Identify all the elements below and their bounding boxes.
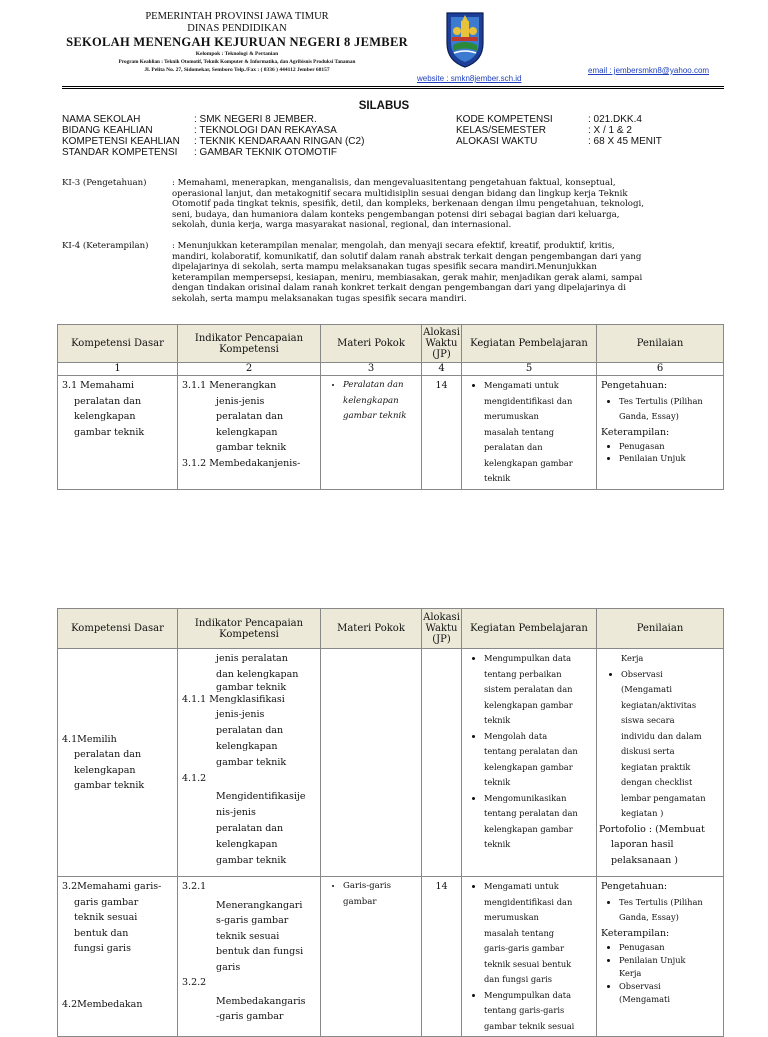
ki4-text [172,241,717,305]
syllabus-table-page1 [57,324,724,490]
info-value: : GAMBAR TEKNIK OTOMOTIF [194,147,337,158]
syllabus-table-page2 [57,608,724,1037]
ipk-line: 4.1.1 Mengklasifikasi [182,693,285,705]
kd-line: peralatan dan [74,749,142,760]
info-row [62,114,364,125]
ipk-line: peralatan dan [216,822,284,834]
kd-line: 3.1 Memahami [62,380,134,391]
jp-value: 14 [435,380,448,391]
kegiatan-line: mengidentifikasi dan [484,896,573,907]
kegiatan-line: • Mengumpulkan data [484,989,572,1000]
kegiatan-line: • Mengumpulkan data [484,653,572,663]
col-header: Indikator Pencapaian Kompetensi [178,325,321,363]
kegiatan-line: merumuskan [484,912,539,922]
materi-line: kelengkapan [343,395,399,406]
kegiatan-line: tentang peralatan dan [484,746,578,756]
col-header: Kegiatan Pembelajaran [462,325,597,363]
materi-line: gambar teknik [343,411,407,421]
ipk-line: 3.2.2 [182,977,207,988]
kegiatan-line: teknik sesuai bentuk [484,958,572,969]
materi-line: • Peralatan dan [343,380,404,390]
info-right [456,114,662,147]
ki3-line: operasional lanjut, dan metakognitif secara multidisiplin sesuai dengan bidang dan lingkup kerja Teknik [172,188,628,199]
kegiatan-line: kelengkapan gambar [484,823,573,834]
penilaian-line: kegiatan praktik [621,761,691,772]
info-row [456,114,662,125]
penilaian-label: Keterampilan: [601,927,670,939]
jp-cell [422,376,462,490]
penilaian-line: siswa secara [621,715,675,725]
col-header: Penilaian [597,325,724,363]
ipk-line: dan kelengkapan [216,668,299,680]
header-program: Program Keahlian : Teknik Otomotif, Teknik Komputer & Informatika, dan Agribisnis Produksi Tanaman [118,59,356,65]
materi-cell [321,649,422,877]
penilaian-line: Ganda, Essay) [619,411,679,421]
kegiatan-line: kelengkapan gambar [484,761,573,772]
kd-line: 4.1Memilih [62,733,117,745]
materi-item [343,378,417,425]
ipk-line: jenis peralatan [216,653,288,664]
kegiatan-cell [462,649,597,877]
header-school: SEKOLAH MENENGAH KEJURUAN NEGERI 8 JEMBER [66,35,408,49]
kegiatan-line: kelengkapan gambar [484,699,573,710]
col-header: Materi Pokok [321,609,422,649]
info-label: STANDAR KOMPETENSI [62,147,178,158]
table-number-row [58,363,724,376]
penilaian-line: (Mengamati [621,684,673,694]
penilaian-item [619,954,719,980]
ipk-line: 3.2.1 [182,881,207,892]
kd-line: 3.2Memahami garis- [62,881,162,892]
kd-line: gambar teknik [74,426,145,438]
kd-line: kelengkapan [74,411,136,422]
info-value: : TEKNOLOGI DAN REKAYASA [194,125,337,136]
col-header: Penilaian [597,609,724,649]
kegiatan-line: teknik [484,777,511,787]
penilaian-line: • Tes Tertulis (Pilihan [619,896,703,907]
ipk-line: jenis-jenis [216,709,265,721]
penilaian-item [619,394,719,425]
penilaian-line: • Observasi [621,668,663,679]
info-value: : X / 1 & 2 [588,125,632,136]
kegiatan-line: kelengkapan gambar [484,457,573,468]
ipk-line: -garis gambar [216,1011,284,1022]
col-header: Kompetensi Dasar [58,609,178,649]
kegiatan-cell [462,376,597,490]
kegiatan-line: teknik [484,839,511,849]
kd-cell [58,376,178,490]
portfolio-line: pelaksanaan ) [611,854,678,866]
kegiatan-line: masalah tentang [484,426,555,437]
kegiatan-line: • Mengamati untuk [484,881,559,891]
jp-value: 14 [435,881,448,892]
penilaian-item [619,980,719,1006]
ipk-line: bentuk dan fungsi [216,946,304,957]
ipk-line: gambar teknik [216,854,287,866]
kegiatan-item [484,651,592,729]
penilaian-item: • Penugasan [619,941,719,954]
col-number: 3 [321,363,422,376]
info-row [62,136,364,147]
letterhead [62,11,412,74]
info-value: : SMK NEGERI 8 JEMBER. [194,114,317,125]
kd-line: 4.2Membedakan [62,998,143,1010]
kegiatan-cell [462,877,597,1037]
penilaian-line: dengan checklist [621,777,693,787]
kegiatan-item [484,879,592,988]
kegiatan-line: teknik [484,473,511,483]
penilaian-line: • Penilaian Unjuk [619,955,686,965]
info-value: : 021.DKK.4 [588,114,642,125]
ipk-line: nis-jenis [216,807,256,819]
penilaian-item [619,895,719,926]
table-row [58,649,724,877]
header-divider-thin [62,88,724,89]
kd-line: garis gambar [74,896,139,908]
ipk-line: kelengkapan [216,740,278,752]
penilaian-label: Pengetahuan: [601,881,668,892]
ipk-line: gambar teknik [216,681,287,693]
materi-line: • Garis-garis [343,881,392,891]
kd-line: kelengkapan [74,764,136,776]
header-line2: DINAS PENDIDIKAN [187,23,287,34]
materi-item [343,879,417,910]
kegiatan-line: teknik [484,715,511,725]
kegiatan-line: sistem peralatan dan [484,684,573,694]
ipk-line: kelengkapan [216,426,278,438]
penilaian-item [621,667,719,822]
info-value: : 68 X 45 MENIT [588,136,662,147]
col-header: Kompetensi Dasar [58,325,178,363]
penilaian-line: • Tes Tertulis (Pilihan [619,395,703,406]
ipk-line: peralatan dan [216,411,284,422]
jp-cell [422,649,462,877]
kegiatan-item [484,729,592,791]
kd-line: bentuk dan [74,927,129,939]
ki3-line: seni, budaya, dan humaniora dalam konteks pengembangan potensi diri sebagai bagian dari keluarga, [172,209,620,220]
info-row [456,125,662,136]
materi-cell [321,877,422,1037]
col-number: 5 [462,363,597,376]
ki4-line: keterampilan mempersepsi, kesiapan, meniru, membiasakan, gerak mahir, menjadikan gerak alami, sampai [172,272,643,283]
penilaian-cell [597,376,724,490]
info-row [62,125,364,136]
materi-line: gambar [343,896,377,907]
kd-line: gambar teknik [74,780,145,791]
ipk-line: 3.1.1 Menerangkan [182,380,277,391]
penilaian-line: Ganda, Essay) [619,912,679,922]
kegiatan-line: merumuskan [484,411,539,421]
table-row [58,877,724,1037]
penilaian-line: lembar pengamatan [621,792,706,803]
penilaian-line: diskusi serta [621,746,675,756]
page-title: SILABUS [358,100,410,112]
ki4-line: mandiri, kolaboratif, komunikatif, dan solutif dalam ranah abstrak terkait dengan pengembangan dari yang [172,251,642,262]
kegiatan-line: garis-garis gambar [484,943,565,953]
info-label: BIDANG KEAHLIAN [62,125,153,136]
kegiatan-line: • Mengomunikasikan [484,792,567,803]
portfolio-line: Portofolio : (Membuat [599,823,705,835]
kegiatan-line: dan fungsi garis [484,974,552,984]
col-header: Kegiatan Pembelajaran [462,609,597,649]
kegiatan-item [484,988,592,1035]
info-label: NAMA SEKOLAH [62,114,141,125]
ki3-label: KI-3 (Pengetahuan) [62,178,147,188]
col-header: Indikator Pencapaian Kompetensi [178,609,321,649]
info-row [456,136,662,147]
kd-line: fungsi garis [74,943,131,954]
info-label: KELAS/SEMESTER [456,125,547,136]
penilaian-line: individu dan dalam [621,730,702,741]
info-row [62,147,364,158]
kegiatan-line: tentang garis-garis [484,1005,565,1015]
info-label: KOMPETENSI KEAHLIAN [62,136,180,147]
col-number: 2 [178,363,321,376]
ipk-line: 4.1.2 [182,772,207,784]
penilaian-line: kegiatan/aktivitas [621,699,697,710]
ki4-line: sekolah, serta mampu melaksanakan tugas spesifik secara mandiri. [172,293,467,304]
info-label: KODE KOMPETENSI [456,114,553,125]
ipk-line: Membedakangaris [216,995,306,1007]
kegiatan-line: tentang perbaikan [484,668,562,679]
website-link[interactable]: website : smkn8jember.sch.id [417,74,522,83]
kd-line: peralatan dan [74,395,142,407]
info-left [62,114,364,158]
col-number: 4 [422,363,462,376]
ki3-line: Otomotif pada tingkat teknis, spesifik, detil, dan kompleks, berkenaan dengan ilmu pengetahuan, teknologi, [172,199,644,210]
header-kelompok: Kelompok : Teknologi & Pertanian [195,51,279,57]
kd-cell [58,877,178,1037]
kegiatan-line: masalah tentang [484,927,555,938]
kegiatan-line: tentang peralatan dan [484,808,578,818]
ki3-line: sekolah, dunia kerja, warga masyarakat nasional, regional, dan internasional. [172,220,512,231]
east-java-emblem [444,9,486,69]
penilaian-item: • Penilaian Unjuk [619,452,719,464]
ipk-line: gambar teknik [216,756,287,768]
email-link[interactable]: email : jembersmkn8@yahoo.com [588,66,710,75]
ki4-line: dengan tindakan orisinal dalam ranah konkret terkait dengan pengembangan dari yang dipelajarinya di [172,283,626,294]
ipk-line: kelengkapan [216,838,278,850]
col-header: Alokasi Waktu (JP) [422,609,462,649]
penilaian-line: Kerja [619,968,642,978]
table-header-row [58,609,724,649]
ipk-line: garis [216,961,241,973]
ipk-cell [178,376,321,490]
ipk-line: Menerangkangari [216,899,303,911]
portfolio-line: laporan hasil [611,839,674,850]
ipk-line: teknik sesuai [216,930,280,942]
penilaian-line: (Mengamati [619,994,671,1004]
col-number: 6 [597,363,724,376]
header-line1: PEMERINTAH PROVINSI JAWA TIMUR [145,11,329,22]
penilaian-cell [597,877,724,1037]
col-number: 1 [58,363,178,376]
kegiatan-line: gambar teknik sesuai [484,1020,575,1031]
penilaian-cell [597,649,724,877]
kegiatan-line: peralatan dan [484,442,543,452]
ipk-line: s-garis gambar [216,915,289,926]
penilaian-line: Kerja [621,653,644,663]
ki4-line: dipelajarinya di sekolah, serta mampu melaksanakan tugas spesifik secara mandiri.Menunjukkan [172,262,597,273]
ipk-line: peralatan dan [216,725,284,737]
ki3-text [172,178,717,231]
ipk-cell [178,877,321,1037]
kd-line: teknik sesuai [74,912,138,923]
ipk-line: jenis-jenis [216,395,265,407]
ipk-cell [178,649,321,877]
penilaian-item: • Penugasan [619,440,719,452]
kegiatan-line: • Mengolah data [484,730,548,741]
kd-cell [58,649,178,877]
table-row [58,376,724,490]
kegiatan-line: • Mengamati untuk [484,380,559,390]
penilaian-label: Pengetahuan: [601,380,668,391]
header-address: Jl. Pelita No. 27, Sidomekar, Semboro Telp./Fax : ( 0336 ) 444112 Jember 68157 [144,67,330,73]
info-label: ALOKASI WAKTU [456,136,538,147]
table-header-row [58,325,724,363]
jp-cell [422,877,462,1037]
penilaian-line: • Observasi [619,981,661,991]
col-header: Materi Pokok [321,325,422,363]
ki4-line: : Menunjukkan keterampilan menalar, mengolah, dan menyaji secara efektif, kreatif, produktif, kritis, [172,241,615,251]
info-value: : TEKNIK KENDARAAN RINGAN (C2) [194,136,365,147]
ki3-line: : Memahami, menerapkan, menganalisis, dan mengevaluasitentang pengetahuan faktual, konseptual, [172,178,616,188]
kegiatan-item [484,378,592,487]
header-divider [62,86,724,87]
ki4-label: KI-4 (Keterampilan) [62,241,149,251]
ipk-line: Mengidentifikasije [216,791,306,803]
ipk-line: gambar teknik [216,442,287,453]
col-header: Alokasi Waktu (JP) [422,325,462,363]
ipk-line: 3.1.2 Membedakanjenis- [182,457,301,469]
materi-cell [321,376,422,490]
penilaian-label: Keterampilan: [601,426,670,438]
kegiatan-line: mengidentifikasi dan [484,395,573,406]
kegiatan-item [484,791,592,853]
penilaian-line: kegiatan ) [621,808,664,818]
